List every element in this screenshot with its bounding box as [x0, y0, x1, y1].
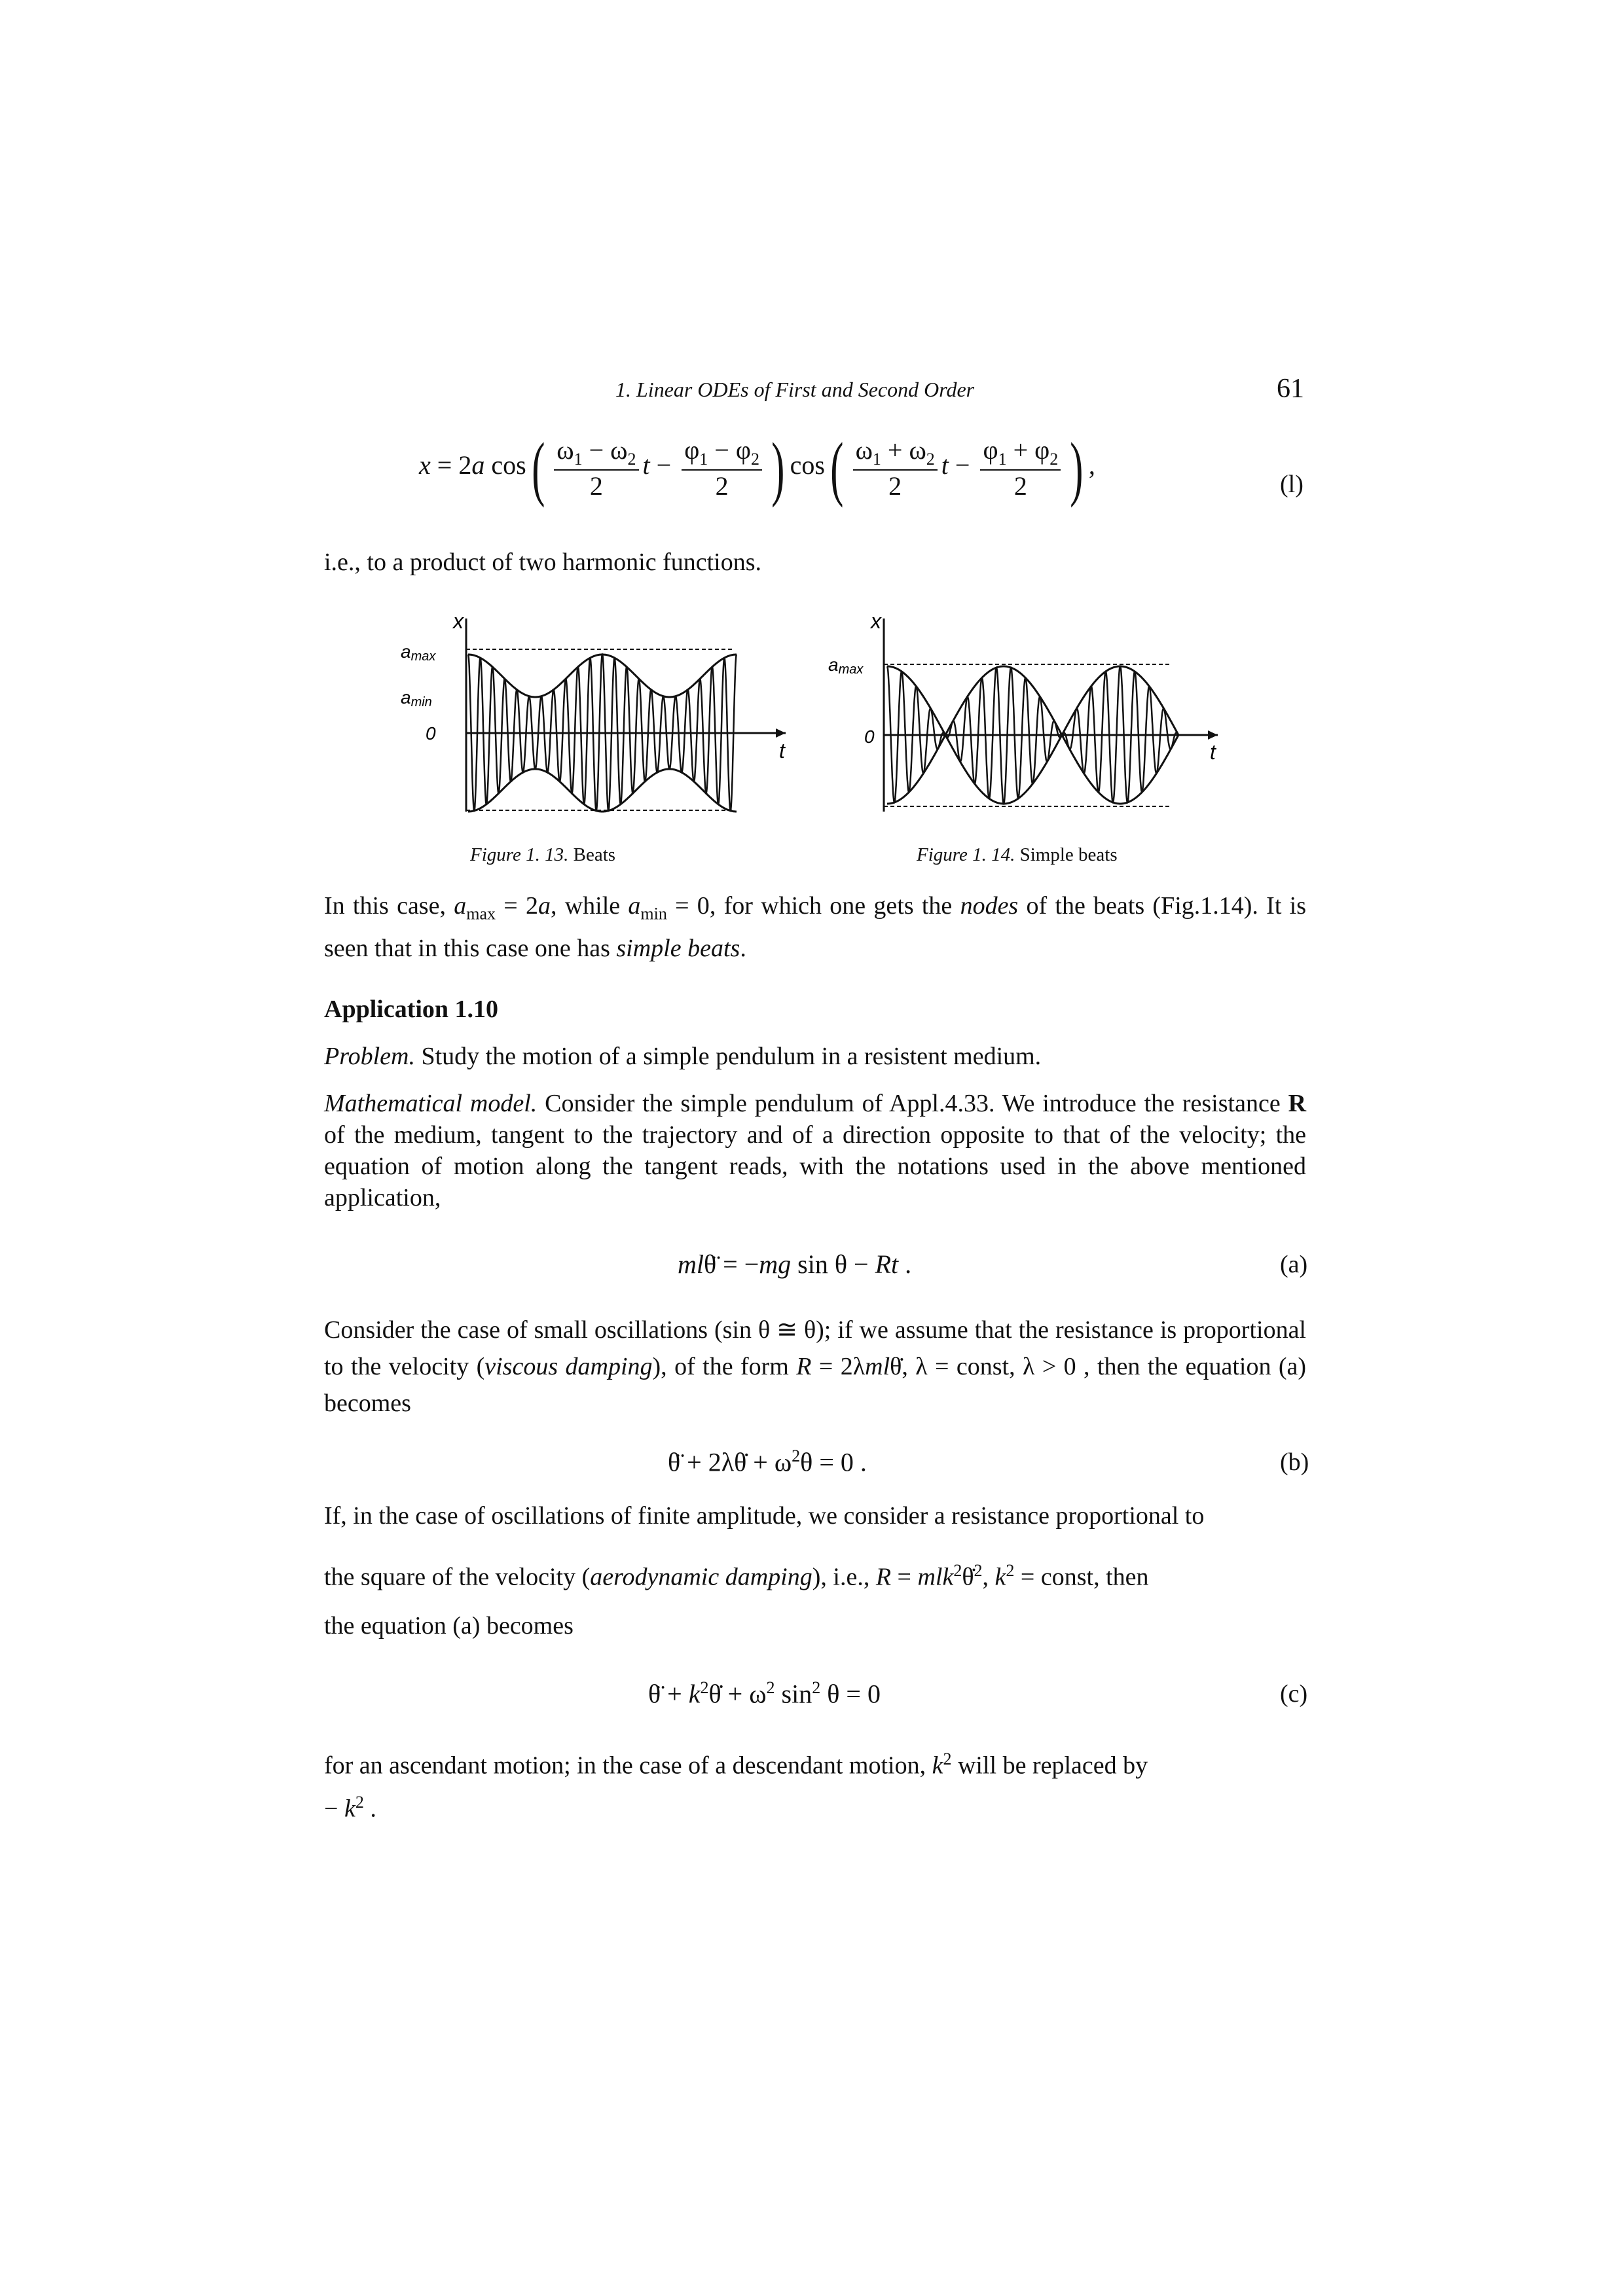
- equation-b: θ̈ + 2λθ̇ + $\omega^2\theta = 0$ .: [668, 1446, 867, 1477]
- paragraph-descendant: for an ascendant motion; in the case of a descendant motion, $k^2$ will be replaced by − $k^2$ .: [324, 1749, 1148, 1823]
- paragraph-product: i.e., to a product of two harmonic functions.: [324, 548, 762, 576]
- figure-simple-beats: [825, 609, 1244, 825]
- page-number: 61: [1277, 374, 1304, 404]
- equation-a-label: (a): [1280, 1251, 1308, 1278]
- paragraph-aerodynamic-3: the equation (a) becomes: [324, 1612, 574, 1640]
- svg-text:t: t: [779, 739, 785, 762]
- svg-text:amax: amax: [401, 641, 436, 664]
- beats-envelope-bottom: [468, 769, 737, 812]
- axis-x-label: x: [453, 609, 464, 633]
- svg-text:amin: amin: [401, 687, 432, 709]
- equation-a: mlθ̈ = −mg sin θ − Rt .: [678, 1249, 912, 1279]
- paragraph-simple-beats: In this case, $a_{max} = 2a$, while $a_{min} = 0$, for which one gets the nodes of the beats (Fig.1.14). It is seen that in this case one has simple beats.: [324, 892, 1306, 962]
- paragraph-small-oscillations: Consider the case of small oscillations (sin θ ≅ θ); if we assume that the resistance is proportional to the velocity (viscous damping), of the form R = 2λmlθ̇, λ = const, λ > 0 , then the equation (a) becomes: [324, 1316, 1307, 1417]
- origin-label: 0: [426, 723, 436, 744]
- svg-text:0: 0: [864, 726, 875, 747]
- equation-l-label: (l): [1280, 471, 1304, 498]
- running-head: 1. Linear ODEs of First and Second Order: [615, 378, 975, 401]
- paragraph-problem: Problem. Study the motion of a simple pendulum in a resistent medium.: [324, 1043, 1042, 1070]
- equation-c: θ̈ + $k^2\thetȧ + \omega^2$ $\sin^2 \theta = 0$: [648, 1678, 881, 1709]
- paragraph-aerodynamic-2: the square of the velocity (aerodynamic damping), i.e., R = mlk$^2$θ̇$^2$, $k^2$ = const, then: [324, 1561, 1149, 1591]
- svg-text:t: t: [1210, 740, 1216, 764]
- paragraph-model: Mathematical model. Consider the simple pendulum of Appl.4.33. We introduce the resistance R of the medium, tangent to the trajectory and of a direction opposite to that of the velocity; the equation of motion along the tangent reads, with the notations used in the above mentioned application,: [324, 1090, 1307, 1211]
- caption-fig14: Figure 1. 14. Simple beats: [917, 844, 1118, 865]
- caption-fig13: Figure 1. 13. Beats: [470, 844, 616, 865]
- svg-text:amax: amax: [828, 655, 864, 677]
- svg-text:x: x: [871, 609, 881, 633]
- equation-l: x = 2a cos( $\frac{\omega_1 - \omega_2}{2}$ t − $\frac{\varphi_1 - \varphi_2}{2}$ ) cos( $\frac{\omega_1 + \omega_2}{2}$ t − $\frac{\varphi_1 + \varphi_2}{2}$ ) ,: [419, 428, 1095, 508]
- figure-beats: [393, 609, 812, 825]
- equation-b-label: (b): [1280, 1448, 1309, 1476]
- paragraph-aerodynamic-1: If, in the case of oscillations of finite amplitude, we consider a resistance proportional to: [324, 1502, 1205, 1530]
- section-heading: Application 1.10: [324, 996, 499, 1023]
- equation-c-label: (c): [1280, 1680, 1308, 1708]
